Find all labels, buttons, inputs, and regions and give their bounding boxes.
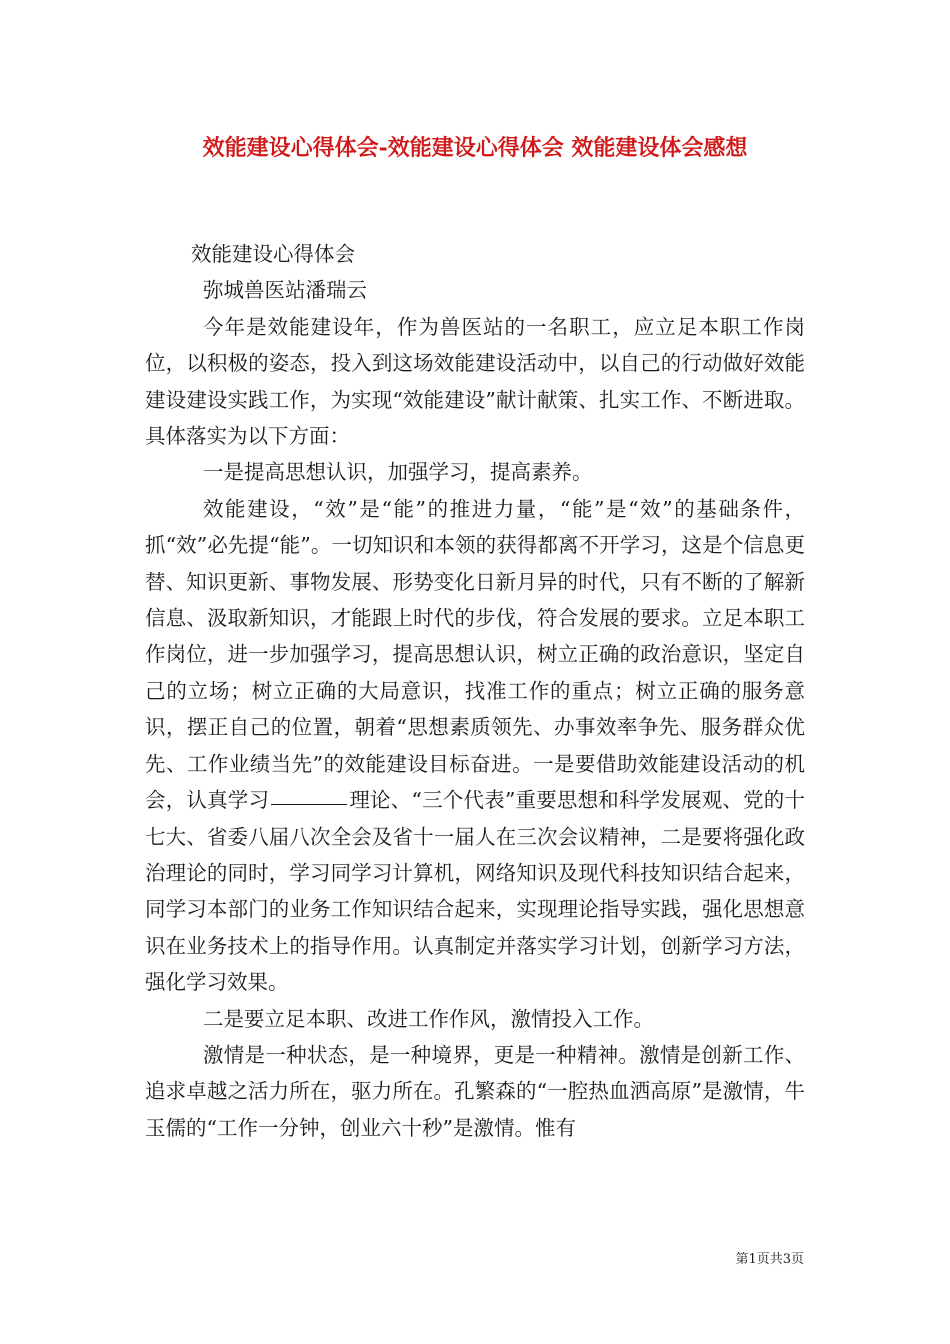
point-one-heading: 一是提高思想认识，加强学习，提高素养。 [203, 460, 593, 485]
paragraph-point-one [145, 491, 805, 1001]
author-line: 弥城兽医站潘瑞云 [203, 278, 367, 303]
fill-in-blank [271, 803, 347, 805]
paragraph-intro: 今年是效能建设年，作为兽医站的一名职工，应立足本职工作岗位，以积极的姿态，投入到这场效能建设活动中，以自己的行动做好效能建设建设实践工作，为实现“效能建设”献计献策、扎实工作、不断进取。具体落实为以下方面： [145, 314, 805, 449]
document-title: 效能建设心得体会-效能建设心得体会 效能建设体会感想 [202, 135, 748, 161]
point-two-heading: 二是要立足本职、改进工作作风，激情投入工作。 [203, 1006, 654, 1031]
page-footer: 第1页共3页 [735, 1252, 804, 1267]
paragraph-point-one-part-a: 效能建设，“效”是“能”的推进力量，“能”是“效”的基础条件，抓“效”必先提“能”。一切知识和本领的获得都离不开学习，这是个信息更替、知识更新、事物发展、形势变化日新月异的时代，只有不断的了解新信息、汲取新知识，才能跟上时代的步伐，符合发展的要求。立足本职工作岗位，进一步加强学习，提高思想认识，树立正确的政治意识，坚定自己的立场；树立正确的大局意识，找准工作的重点；树立正确的服务意识，摆正自己的位置，朝着“思想素质领先、办事效率争先、服务群众优先、工作业绩当先”的效能建设目标奋进。一是要借助效能建设活动的机会，认真学习 [145, 496, 805, 813]
document-body [145, 236, 805, 1146]
paragraph-point-one-part-b: 理论、“三个代表”重要思想和科学发展观、党的十七大、省委八届八次全会及省十一届人在三次会议精神，二是要将强化政治理论的同时，学习同学习计算机，网络知识及现代科技知识结合起来，同学习本部门的业务工作知识结合起来，实现理论指导实践，强化思想意识在业务技术上的指导作用。认真制定并落实学习计划，创新学习方法，强化学习效果。 [145, 788, 806, 995]
paragraph-point-two: 激情是一种状态，是一种境界，更是一种精神。激情是创新工作、追求卓越之活力所在，驱力所在。孔繁森的“一腔热血洒高原”是激情，牛玉儒的“工作一分钟，创业六十秒”是激情。惟有 [145, 1042, 805, 1140]
section-heading: 效能建设心得体会 [191, 242, 355, 266]
